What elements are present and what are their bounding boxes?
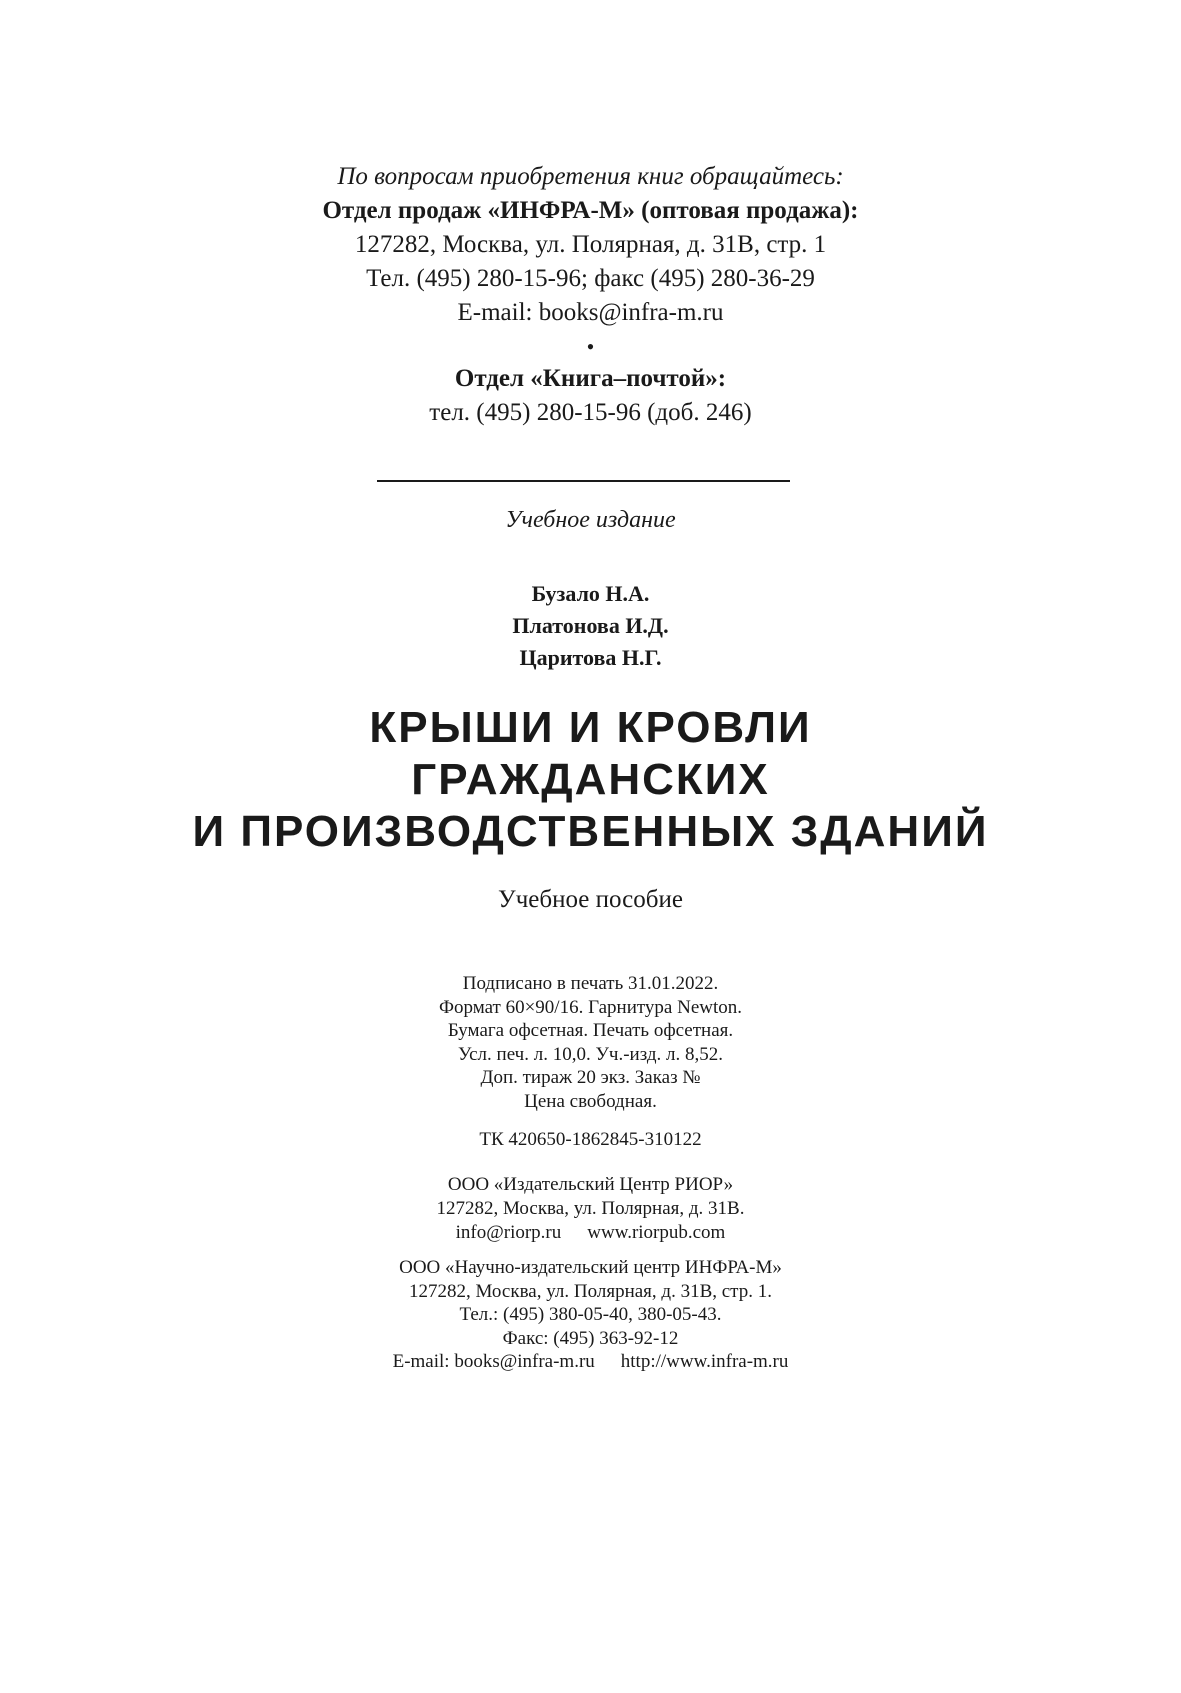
publisher-infra-name: ООО «Научно-издательский центр ИНФРА-М» bbox=[399, 1257, 782, 1278]
publisher-infra bbox=[0, 1256, 1181, 1374]
print-detail-line: Формат 60×90/16. Гарнитура Newton. bbox=[438, 996, 743, 1018]
publisher-infra-contacts bbox=[0, 1350, 1181, 1374]
purchase-info bbox=[0, 160, 1181, 430]
sales-email: E-mail: books@infra-m.ru bbox=[457, 299, 724, 326]
publisher-infra-site: http://www.infra-m.ru bbox=[620, 1351, 789, 1372]
author: Платонова И.Д. bbox=[512, 613, 669, 638]
book-subtitle: Учебное пособие bbox=[498, 886, 683, 913]
purchase-intro: По вопросам приобретения книг обращайтесь: bbox=[337, 163, 844, 190]
horizontal-rule bbox=[377, 480, 790, 482]
print-detail-line: Бумага офсетная. Печать офсетная. bbox=[447, 1020, 734, 1041]
publisher-rior-name: ООО «Издательский Центр РИОР» bbox=[447, 1174, 734, 1195]
title-line: ГРАЖДАНСКИХ bbox=[411, 755, 770, 804]
publisher-infra-phones: Тел.: (495) 380-05-40, 380-05-43. bbox=[459, 1304, 722, 1325]
mail-dept-heading: Отдел «Книга–почтой»: bbox=[454, 365, 727, 392]
publisher-infra-fax: Факс: (495) 363-92-12 bbox=[502, 1327, 679, 1349]
tk-code: ТК 420650-1862845-310122 bbox=[479, 1129, 702, 1150]
sales-phones: Тел. (495) 280-15-96; факс (495) 280-36-29 bbox=[366, 265, 815, 292]
print-details bbox=[0, 972, 1181, 1113]
title-line: И ПРОИЗВОДСТВЕННЫХ ЗДАНИЙ bbox=[192, 807, 989, 856]
authors-list bbox=[0, 578, 1181, 674]
print-detail-line: Цена свободная. bbox=[524, 1090, 657, 1112]
publisher-rior-email: info@riorp.ru bbox=[455, 1222, 562, 1243]
book-title bbox=[0, 702, 1181, 858]
sales-dept-heading: Отдел продаж «ИНФРА-М» (оптовая продажа): bbox=[322, 197, 859, 224]
publisher-infra-address: 127282, Москва, ул. Полярная, д. 31В, стр. 1. bbox=[409, 1280, 772, 1302]
print-detail-line: Доп. тираж 20 экз. Заказ № bbox=[480, 1067, 701, 1088]
author: Царитова Н.Г. bbox=[519, 645, 662, 670]
publisher-rior-site: www.riorpub.com bbox=[587, 1222, 726, 1243]
bullet-separator: • bbox=[586, 334, 595, 359]
author: Бузало Н.А. bbox=[531, 581, 650, 606]
mail-dept-phone: тел. (495) 280-15-96 (доб. 246) bbox=[429, 399, 752, 426]
print-detail-line: Подписано в печать 31.01.2022. bbox=[462, 973, 719, 994]
publisher-infra-email: E-mail: books@infra-m.ru bbox=[392, 1351, 595, 1372]
edition-type: Учебное издание bbox=[505, 507, 676, 533]
title-line: КРЫШИ И КРОВЛИ bbox=[369, 703, 812, 752]
publisher-rior-contacts bbox=[0, 1221, 1181, 1245]
sales-address: 127282, Москва, ул. Полярная, д. 31В, стр. 1 bbox=[354, 231, 827, 258]
publisher-rior bbox=[0, 1173, 1181, 1245]
print-detail-line: Усл. печ. л. 10,0. Уч.-изд. л. 8,52. bbox=[457, 1043, 724, 1065]
publisher-rior-address: 127282, Москва, ул. Полярная, д. 31В. bbox=[436, 1198, 745, 1219]
